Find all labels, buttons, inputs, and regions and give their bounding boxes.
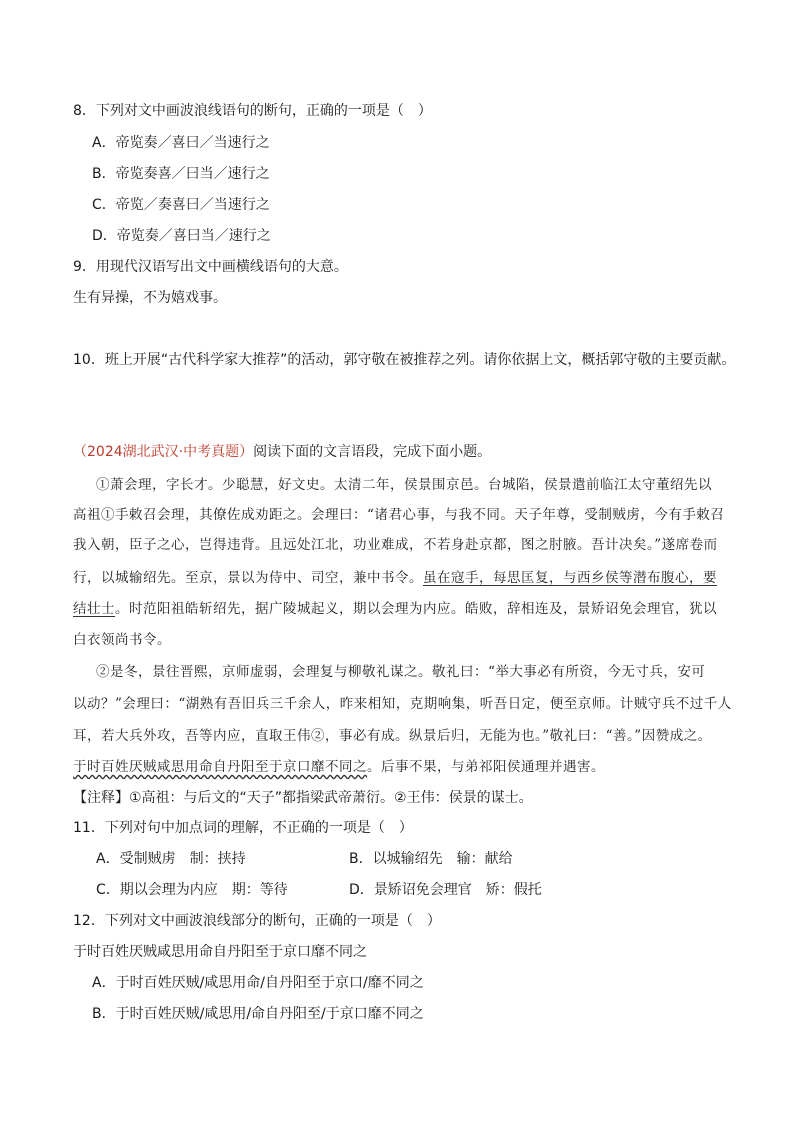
q12-stem: 12．下列对文中画波浪线部分的断句，正确的一项是（ ） (73, 913, 441, 929)
q11-stem: 11．下列对句中加点词的理解，不正确的一项是（ ） (73, 820, 413, 836)
source-tag: （2024湖北武汉·中考真题） (73, 444, 254, 460)
passage2-line4 (73, 757, 605, 777)
passage2-line2: 以动？”会理曰：“湖熟有吾旧兵三千余人，昨来相知，克期响集，听吾日定，便至京师。计贼守兵不过千人 (73, 696, 732, 712)
q8-option-d: D．帝览奏／喜曰当／速行之 (92, 228, 271, 244)
passage1-line6: 白衣领尚书令。 (73, 632, 171, 648)
passage2-line4-wavy: 于时百姓厌贼咸思用命自丹阳至于京口靡不同之 (73, 759, 367, 775)
q8-option-b: B．帝览奏喜／曰当／速行之 (92, 166, 270, 182)
q12-sentence: 于时百姓厌贼咸思用命自丹阳至于京口靡不同之 (73, 944, 367, 960)
passage2-line1: ②是冬，景往晋熙，京师虚弱，会理复与柳敬礼谋之。敬礼曰：“举大事必有所资，今无寸兵，安可 (96, 664, 706, 680)
q12-option-a: A．于时百姓厌贼/咸思用命/自丹阳至于京口/靡不同之 (92, 975, 424, 991)
passage1-line4-text: 行，以城输绍先。至京，景以为侍中、司空，兼中书令。 (73, 570, 423, 586)
q11-option-a: A．受制贼虏 制：挟持 (96, 851, 246, 867)
q8-option-c: C．帝览／奏喜曰／当速行之 (92, 197, 270, 213)
passage1-line1: ①萧会理，字长才。少聪慧，好文史。太清二年，侯景围京邑。台城陷，侯景遣前临江太守董绍先以 (96, 477, 712, 493)
q12-option-b: B．于时百姓厌贼/咸思用/命自丹阳至/于京口靡不同之 (92, 1006, 424, 1022)
passage2-line4-text: 。后事不果，与弟祁阳侯通理并遇害。 (367, 759, 605, 775)
q9-stem: 9．用现代汉语写出文中画横线语句的大意。 (73, 259, 348, 275)
passage1-line5 (73, 599, 717, 619)
passage1-line2: 高祖①手敕召会理，其僚佐成劝距之。会理曰：“诸君心事，与我不同。天子年尊，受制贼虏，今有手敕召 (73, 507, 725, 523)
passage1-line5-text: 。时范阳祖皓斩绍先，据广陵城起义，期以会理为内应。皓败，辞相连及，景矫诏免会理官，犹以 (115, 601, 717, 617)
q10-stem: 10．班上开展“古代科学家大推荐”的活动，郭守敬在被推荐之列。请你依据上文，概括郭守敬的主要贡献。 (73, 352, 736, 368)
passage1-line3: 我入朝，臣子之心，岂得违背。且远处江北，功业难成，不若身赴京都，图之肘腋。吾计决矣。”遂席卷而 (73, 537, 718, 553)
passage1-line4 (73, 568, 717, 588)
passage1-line4-underlined: 虽在寇手，每思匡复，与西乡侯等潜布腹心，要 (423, 570, 717, 586)
q11-option-c: C．期以会理为内应 期：等待 (96, 882, 288, 898)
q9-sentence: 生有异操，不为嬉戏事。 (73, 290, 227, 306)
q8-stem: 8．下列对文中画波浪线语句的断句，正确的一项是（ ） (73, 103, 432, 119)
q8-option-a: A．帝览奏／喜曰／当速行之 (92, 135, 270, 151)
passage1-line5-underlined: 结壮士 (73, 601, 115, 617)
source-line (73, 442, 491, 462)
passage2-line3: 耳，若大兵外攻，吾等内应，直取王伟②，事必有成。纵景后归，无能为也。”敬礼曰：“善。”因赞成之。 (73, 728, 712, 744)
q11-option-b: B．以城输绍先 输：献给 (349, 851, 513, 867)
annotation-note: 【注释】①高祖：与后文的“天子”都指梁武帝萧衍。②王伟：侯景的谋士。 (73, 790, 533, 806)
q11-option-d: D．景矫诏免会理官 矫：假托 (349, 882, 542, 898)
source-instruction: 阅读下面的文言语段，完成下面小题。 (253, 444, 492, 460)
